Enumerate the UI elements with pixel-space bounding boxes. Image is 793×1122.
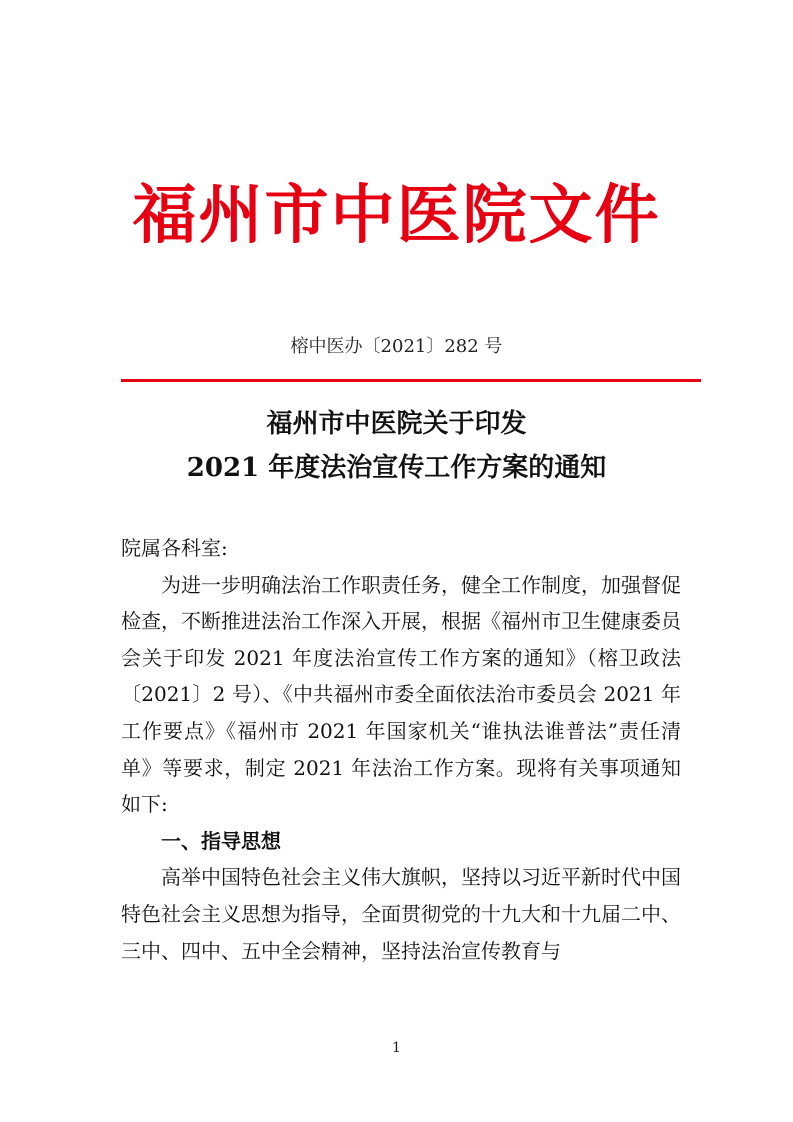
section-heading-guiding-ideology: 一、指导思想 [161, 828, 281, 853]
red-divider-line [121, 379, 701, 382]
salutation: 院属各科室: [121, 536, 228, 560]
page-number: 1 [392, 1040, 401, 1056]
masthead-title: 福州市中医院文件 [132, 178, 661, 253]
intro-paragraph: 为进一步明确法治工作职责任务，健全工作制度，加强督促检查，不断推进法治工作深入开展，根据《福州市卫生健康委员会关于印发 2021 年度法治宣传工作方案的通知》（榕卫政法〔2021〕2 号）、《中共福州市委全面依法治市委员会 2021 年工作要点》《福州市 2021 年国家机关“谁执法谁普法”责任清单》等要求，制定 2021 年法治工作方案。现将有关事项通知如下: [121, 572, 681, 817]
document-title [0, 402, 793, 490]
title-line-2: 2021 年度法治宣传工作方案的通知 [186, 453, 607, 483]
section-paragraph: 高举中国特色社会主义伟大旗帜，坚持以习近平新时代中国特色社会主义思想为指导，全面贯彻党的十九大和十九届二中、三中、四中、五中全会精神，坚持法治宣传教育与 [121, 865, 681, 963]
document-body [121, 530, 681, 969]
document-number: 榕中医办〔2021〕282 号 [290, 336, 503, 357]
title-line-1: 福州市中医院关于印发 [266, 409, 527, 439]
